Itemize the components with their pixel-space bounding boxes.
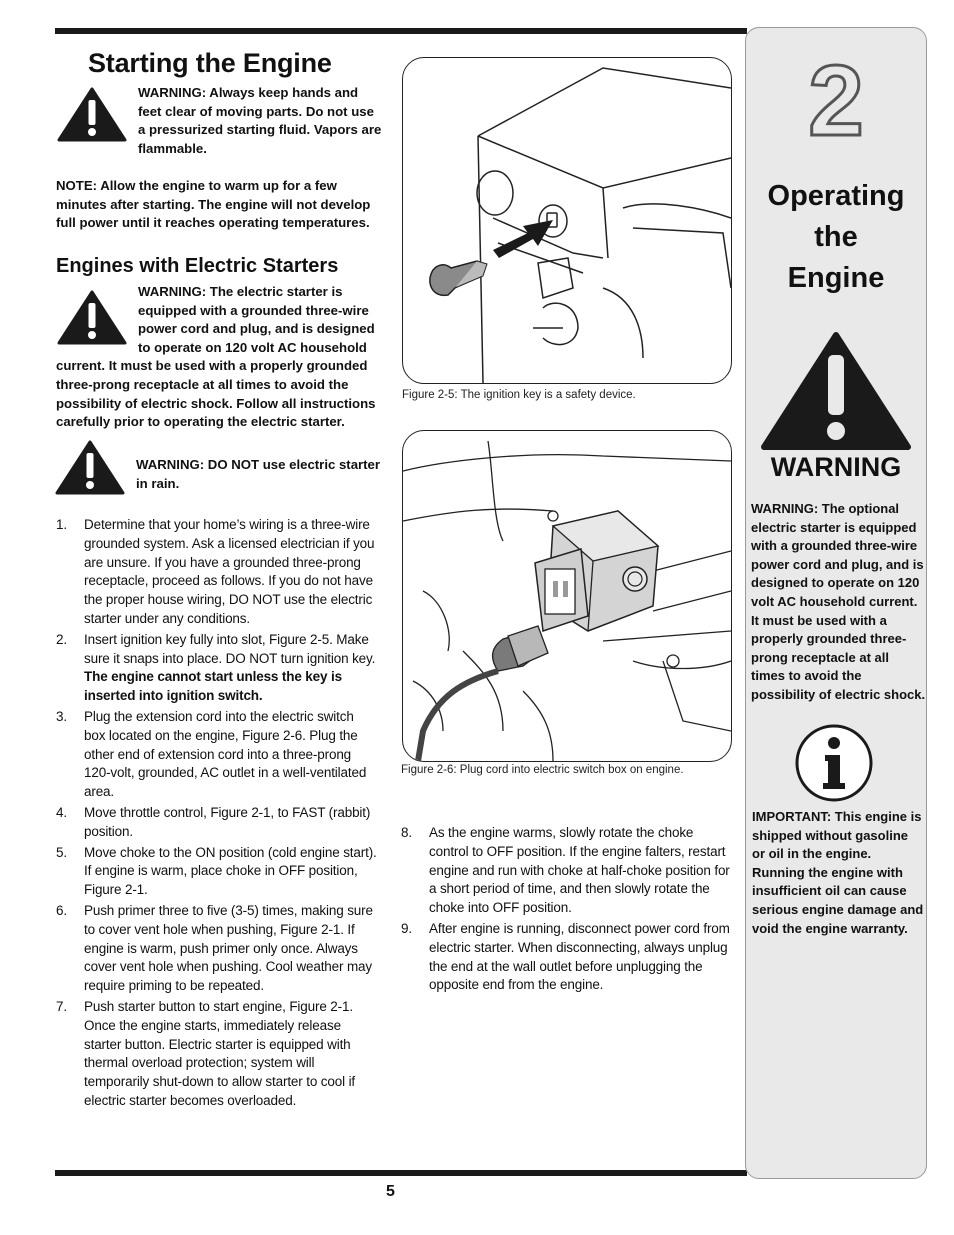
bottom-rule	[55, 1170, 747, 1176]
warning-electric-starter	[56, 283, 376, 432]
figure-ignition-key	[402, 57, 732, 384]
list-item	[401, 824, 731, 918]
step-number: 9.	[401, 920, 412, 936]
step-text: Push starter button to start engine, Figure 2-1. Once the engine starts, immediately release starter button. Electric starter is equipped with thermal overload protection; system will temporarily shut-down to allow starter to cool if electric starter becomes overloaded.	[84, 998, 356, 1108]
top-rule	[55, 28, 747, 34]
step-bold-text: The engine cannot start unless the key is inserted into ignition switch.	[84, 669, 342, 704]
chapter-title-line: Engine	[787, 262, 885, 294]
info-icon	[794, 723, 874, 803]
warning-triangle-icon	[760, 331, 912, 451]
section-subtitle: Engines with Electric Starters	[56, 255, 339, 277]
sidebar-warning-text: WARNING: The optional electric starter is equipped with a grounded three-wire power cord and plug, and is designed to operate on 120 volt AC household current. It must be used with a properly grounded three-prong receptacle at all times to avoid the possibility of electric shock.	[751, 501, 926, 702]
warning-electric-starter-text: WARNING: The electric starter is equipped with a grounded three-wire power cord and plug, and is designed to operate on 120 volt AC household current. It must be used with a properly grounded three-prong receptacle at all times to avoid the possibility of electric shock. Follow all instructions carefully prior to operating the electric starter.	[56, 284, 376, 430]
step-number: 8.	[401, 825, 412, 840]
step-text: Plug the extension cord into the electric switch box located on the engine, Figure 2-6. Plug the other end of extension cord into a three-prong 120-volt, grounded, AC outlet in a well-ventilated area.	[84, 708, 367, 800]
step-number: 2.	[56, 631, 67, 647]
list-item	[56, 998, 378, 1111]
list-item	[56, 631, 378, 706]
step-text: Move throttle control, Figure 2-1, to FAST (rabbit) position.	[84, 804, 371, 839]
switch-box-illustration	[403, 431, 731, 761]
page-title: Starting the Engine	[88, 48, 332, 78]
step-number: 4.	[56, 804, 67, 820]
chapter-title	[746, 176, 926, 299]
step-text: Insert ignition key fully into slot, Figure 2-5. Make sure it snaps into place. DO NOT turn ignition key.	[84, 631, 376, 666]
figure-2-5-caption: Figure 2-5: The ignition key is a safety device.	[402, 389, 636, 401]
figure-2-6-caption: Figure 2-6: Plug cord into electric switch box on engine.	[401, 764, 684, 776]
step-text: After engine is running, disconnect power cord from electric starter. When disconnecting, always unplug the end at the wall outlet before unplugging the opposite end from the engine.	[429, 920, 730, 993]
list-item	[56, 902, 378, 996]
chapter-title-line: the	[814, 221, 858, 253]
sidebar-important-text: IMPORTANT: This engine is shipped without gasoline or oil in the engine. Running the engine with insufficient oil can cause serious engine damage and void the engine warranty.	[752, 809, 924, 936]
step-text: As the engine warms, slowly rotate the choke control to OFF position. If the engine falters, restart engine and run with choke at half-choke position for a short period of time, and then slowly rotate the choke into OFF position.	[429, 825, 730, 916]
steps-list-left	[56, 516, 378, 1113]
step-text: Push primer three to five (3-5) times, making sure to cover vent hole when pushing, Figure 2-1. If engine is warm, push primer only once. Always cover vent hole when pushing. Cool weather may require priming to be repeated.	[84, 902, 373, 994]
step-number: 1.	[56, 517, 67, 532]
steps-list-right	[401, 824, 731, 997]
step-text: Determine that your home’s wiring is a three-wire grounded system. Ask a licensed electrician if you are unsure. If you have a grounded three-prong receptacle, proceed as follows. If you do not have the proper house wiring, DO NOT use the electric starter under any conditions.	[84, 517, 375, 626]
step-text: Move choke to the ON position (cold engine start). If engine is warm, place choke in OFF position, Figure 2-1.	[84, 844, 377, 898]
chapter-title-line: Operating	[767, 180, 905, 212]
list-item	[56, 804, 378, 842]
warning-moving-parts: WARNING: Always keep hands and feet clear of moving parts. Do not use a pressurized starting fluid. Vapors are flammable.	[138, 85, 382, 156]
step-number: 5.	[56, 844, 67, 860]
list-item	[401, 920, 731, 995]
page-number: 5	[386, 1183, 395, 1200]
chapter-number: 2	[808, 45, 864, 157]
warning-triangle-icon	[55, 440, 125, 495]
step-number: 6.	[56, 902, 67, 918]
warning-rain: WARNING: DO NOT use electric starter in rain.	[136, 457, 381, 491]
list-item	[56, 844, 378, 900]
list-item	[56, 708, 378, 802]
chapter-sidebar	[745, 27, 927, 1179]
figure-switch-box	[402, 430, 732, 762]
warning-triangle-icon	[57, 87, 127, 142]
list-item	[56, 516, 378, 629]
ignition-key-illustration	[403, 58, 731, 383]
step-number: 3.	[56, 708, 67, 724]
warning-heading: WARNING	[770, 452, 902, 482]
step-number: 7.	[56, 998, 67, 1014]
note-warm-up: NOTE: Allow the engine to warm up for a few minutes after starting. The engine will not develop full power until it reaches operating temperatures.	[56, 178, 371, 231]
